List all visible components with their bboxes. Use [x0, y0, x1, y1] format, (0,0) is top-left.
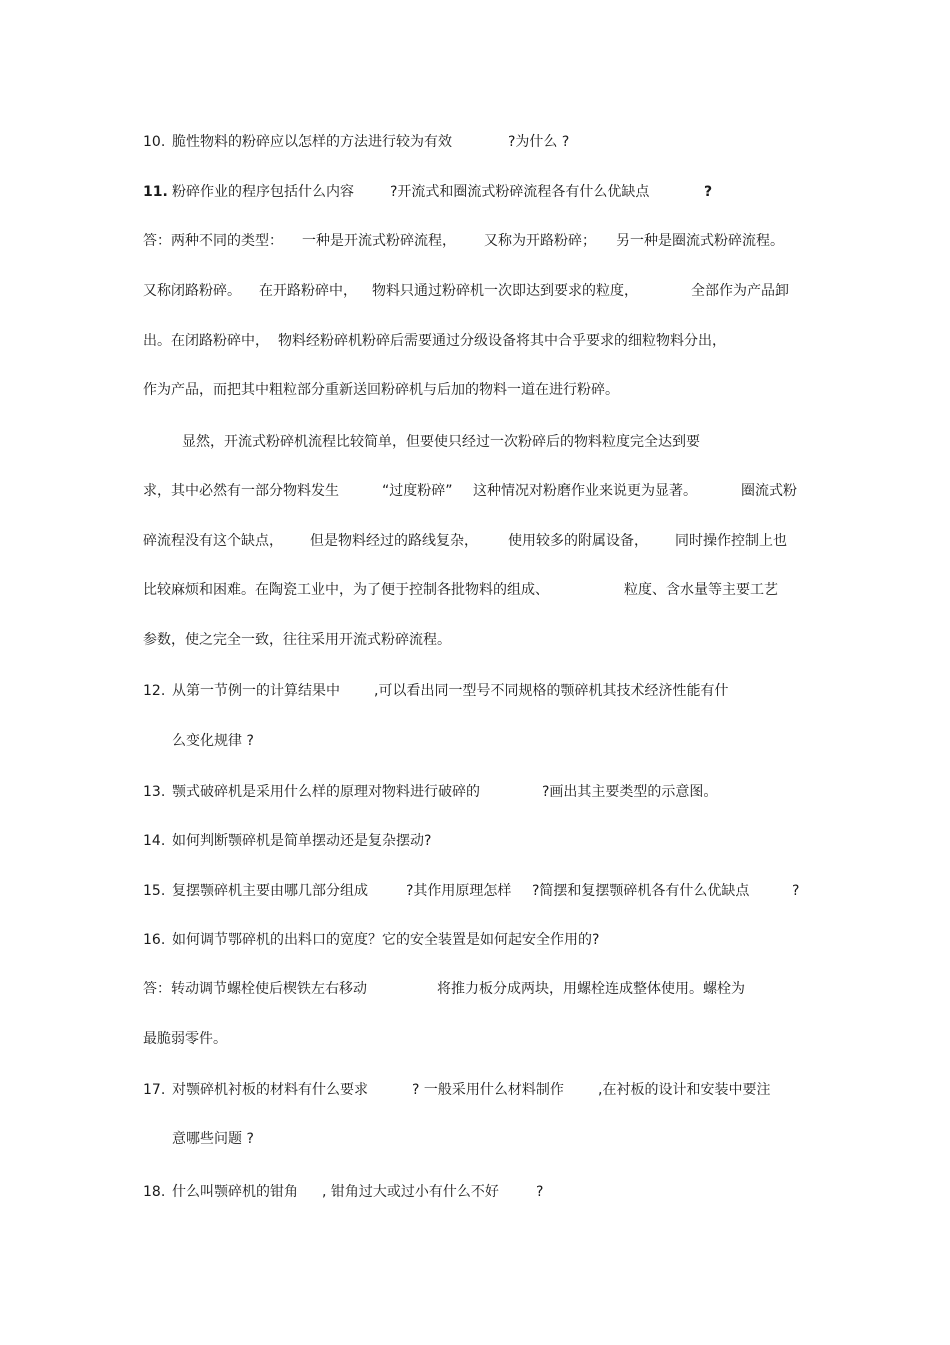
question-text: 对颚碎机衬板的材料有什么要求 — [172, 1082, 368, 1098]
answer-text: 又称为开路粉碎； — [484, 233, 596, 249]
question-text: 粉碎作业的程序包括什么内容 — [172, 184, 354, 200]
question-text: ?画出其主要类型的示意图。 — [542, 784, 718, 800]
answer-text: 作为产品，而把其中粗粒部分重新送回粉碎机与后加的物料一道在进行粉碎。 — [143, 382, 619, 398]
answer-text: 但是物料经过的路线复杂， — [310, 533, 478, 549]
answer-text: 比较麻烦和困难。在陶瓷工业中，为了便于控制各批物料的组成、 — [143, 582, 549, 598]
question-number: 14. — [143, 833, 166, 849]
question-text: 如何调节鄂碎机的出料口的宽度？它的安全装置是如何起安全作用的? — [172, 932, 600, 948]
answer-text: 出。在闭路粉碎中， — [143, 333, 269, 349]
question-text: 什么叫颚碎机的钳角 — [172, 1184, 298, 1200]
question-text: ?其作用原理怎样 — [406, 883, 512, 899]
question-text: ?简摆和复摆颚碎机各有什么优缺点 — [532, 883, 750, 899]
question-mark: ? — [792, 883, 800, 899]
answer-text: 粒度、含水量等主要工艺 — [624, 582, 778, 598]
question-number: 11. — [143, 184, 168, 200]
answer-text: 显然，开流式粉碎机流程比较简单，但要使只经过一次粉碎后的物料粒度完全达到要 — [182, 434, 700, 450]
question-text: ,在衬板的设计和安装中要注 — [598, 1082, 771, 1098]
question-text: 么变化规律 ? — [172, 733, 254, 749]
question-number: 17. — [143, 1082, 166, 1098]
question-text: ,可以看出同一型号不同规格的颚碎机其技术经济性能有什 — [374, 683, 729, 699]
question-text: 意哪些问题 ? — [172, 1131, 254, 1147]
answer-text: 一种是开流式粉碎流程， — [302, 233, 456, 249]
question-text: 颚式破碎机是采用什么样的原理对物料进行破碎的 — [172, 784, 480, 800]
question-number: 16. — [143, 932, 166, 948]
answer-text: 同时操作控制上也 — [675, 533, 787, 549]
question-text: 脆性物料的粉碎应以怎样的方法进行较为有效 — [172, 134, 452, 150]
answer-text: 使用较多的附属设备， — [508, 533, 648, 549]
answer-text: 答：两种不同的类型： — [143, 233, 283, 249]
question-text: 从第一节例一的计算结果中 — [172, 683, 340, 699]
question-text: ? 一般采用什么材料制作 — [412, 1082, 564, 1098]
question-text: , 钳角过大或过小有什么不好 — [322, 1184, 499, 1200]
question-text: ?为什么 ? — [508, 134, 570, 150]
answer-text: 另一种是圈流式粉碎流程。 — [616, 233, 784, 249]
question-text: 复摆颚碎机主要由哪几部分组成 — [172, 883, 368, 899]
answer-text: 在开路粉碎中， — [259, 283, 357, 299]
answer-text: 又称闭路粉碎。 — [143, 283, 241, 299]
answer-text: 圈流式粉 — [741, 483, 797, 499]
question-text: ?开流式和圈流式粉碎流程各有什么优缺点 — [390, 184, 650, 200]
question-number: 10. — [143, 134, 166, 150]
question-number: 18. — [143, 1184, 166, 1200]
question-text: 如何判断颚碎机是简单摆动还是复杂摆动? — [172, 833, 432, 849]
answer-text: 参数，使之完全一致，往往采用开流式粉碎流程。 — [143, 632, 451, 648]
answer-text: 物料经粉碎机粉碎后需要通过分级设备将其中合乎要求的细粒物料分出， — [278, 333, 726, 349]
answer-text: 碎流程没有这个缺点， — [143, 533, 283, 549]
answer-text: 物料只通过粉碎机一次即达到要求的粒度， — [372, 283, 638, 299]
answer-text: 最脆弱零件。 — [143, 1031, 227, 1047]
question-number: 15. — [143, 883, 166, 899]
question-number: 12. — [143, 683, 166, 699]
answer-text: 答：转动调节螺栓使后楔铁左右移动 — [143, 981, 367, 997]
answer-text: 将推力板分成两块，用螺栓连成整体使用。螺栓为 — [437, 981, 745, 997]
question-number: 13. — [143, 784, 166, 800]
answer-text: “过度粉碎” — [382, 483, 453, 499]
question-mark: ? — [536, 1184, 544, 1200]
answer-text: 求，其中必然有一部分物料发生 — [143, 483, 339, 499]
question-mark: ? — [704, 184, 713, 200]
answer-text: 这种情况对粉磨作业来说更为显著。 — [473, 483, 697, 499]
answer-text: 全部作为产品卸 — [691, 283, 789, 299]
